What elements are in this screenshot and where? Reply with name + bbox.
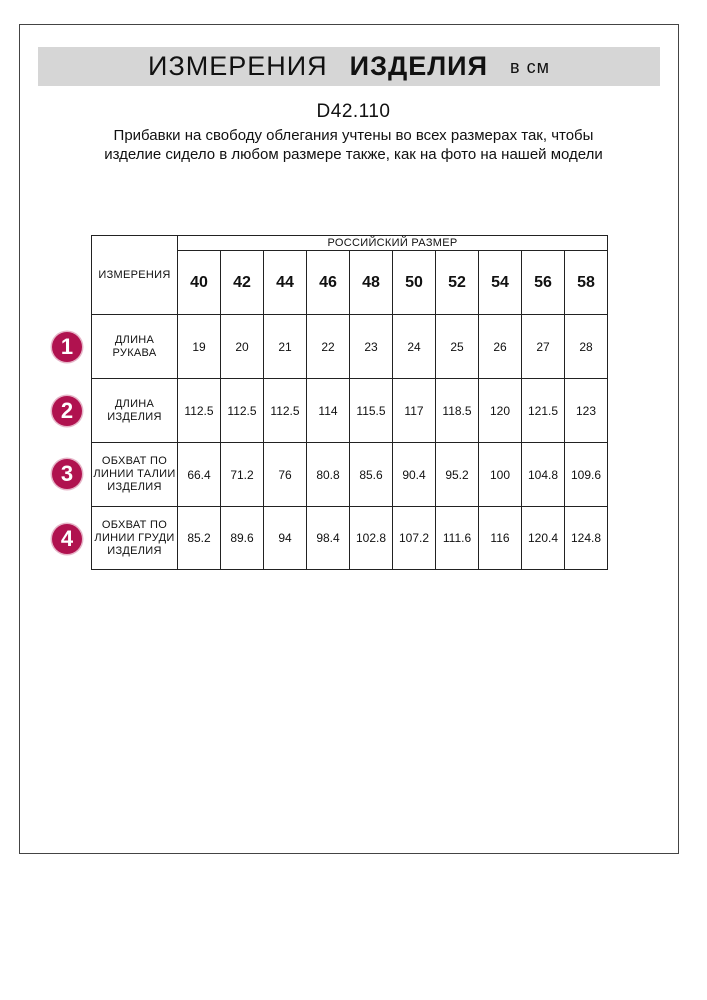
table-cell: 24 bbox=[393, 315, 436, 379]
table-cell: 109.6 bbox=[565, 443, 608, 507]
row-label-chest-girth: ОБХВАТ ПО ЛИНИИ ГРУДИ ИЗДЕЛИЯ bbox=[92, 507, 178, 570]
table-cell: 112.5 bbox=[178, 379, 221, 443]
table-cell: 112.5 bbox=[221, 379, 264, 443]
table-cell: 118.5 bbox=[436, 379, 479, 443]
product-code: D42.110 bbox=[316, 101, 391, 122]
row-number-badge-4: 4 bbox=[52, 524, 82, 554]
title-regular: ИЗМЕРЕНИЯ bbox=[148, 51, 328, 81]
table-cell: 121.5 bbox=[522, 379, 565, 443]
row-number-badge-3: 3 bbox=[52, 459, 82, 489]
size-header: 54 bbox=[479, 251, 522, 315]
table-cell: 124.8 bbox=[565, 507, 608, 570]
row-label-sleeve-length: ДЛИНА РУКАВА bbox=[92, 315, 178, 379]
size-header: 40 bbox=[178, 251, 221, 315]
table-cell: 94 bbox=[264, 507, 307, 570]
table-cell: 21 bbox=[264, 315, 307, 379]
size-header: 50 bbox=[393, 251, 436, 315]
table-cell: 80.8 bbox=[307, 443, 350, 507]
size-header: 58 bbox=[565, 251, 608, 315]
table-cell: 89.6 bbox=[221, 507, 264, 570]
row-label-waist-girth: ОБХВАТ ПО ЛИНИИ ТАЛИИ ИЗДЕЛИЯ bbox=[92, 443, 178, 507]
size-header: 52 bbox=[436, 251, 479, 315]
table-cell: 85.6 bbox=[350, 443, 393, 507]
size-header: 56 bbox=[522, 251, 565, 315]
table-cell: 116 bbox=[479, 507, 522, 570]
size-group-label: РОССИЙСКИЙ РАЗМЕР bbox=[178, 236, 608, 251]
table-cell: 98.4 bbox=[307, 507, 350, 570]
table-cell: 19 bbox=[178, 315, 221, 379]
title-bold: ИЗДЕЛИЯ bbox=[349, 51, 488, 81]
size-header: 44 bbox=[264, 251, 307, 315]
table-cell: 66.4 bbox=[178, 443, 221, 507]
fit-description: Прибавки на свободу облегания учтены во всех размерах так, чтобы изделие сидело в любом размере также, как на фото на нашей модели bbox=[104, 127, 603, 163]
corner-label: ИЗМЕРЕНИЯ bbox=[92, 236, 178, 315]
table-cell: 90.4 bbox=[393, 443, 436, 507]
row-number-badge-1: 1 bbox=[52, 332, 82, 362]
table-cell: 25 bbox=[436, 315, 479, 379]
size-header: 46 bbox=[307, 251, 350, 315]
size-header: 48 bbox=[350, 251, 393, 315]
table-cell: 100 bbox=[479, 443, 522, 507]
table-cell: 123 bbox=[565, 379, 608, 443]
table-cell: 85.2 bbox=[178, 507, 221, 570]
table-cell: 120 bbox=[479, 379, 522, 443]
table-cell: 112.5 bbox=[264, 379, 307, 443]
table-cell: 20 bbox=[221, 315, 264, 379]
table-cell: 23 bbox=[350, 315, 393, 379]
table-cell: 107.2 bbox=[393, 507, 436, 570]
table-row bbox=[92, 443, 608, 507]
table-cell: 102.8 bbox=[350, 507, 393, 570]
table-row bbox=[92, 379, 608, 443]
title-banner bbox=[38, 47, 660, 86]
row-label-garment-length: ДЛИНА ИЗДЕЛИЯ bbox=[92, 379, 178, 443]
row-number-badge-2: 2 bbox=[52, 396, 82, 426]
table-cell: 76 bbox=[264, 443, 307, 507]
table-cell: 95.2 bbox=[436, 443, 479, 507]
table-cell: 120.4 bbox=[522, 507, 565, 570]
title-unit: в см bbox=[510, 57, 550, 77]
table-row bbox=[92, 315, 608, 379]
size-chart-table bbox=[91, 235, 608, 570]
table-cell: 114 bbox=[307, 379, 350, 443]
table-header-group-row bbox=[92, 236, 608, 251]
table-cell: 28 bbox=[565, 315, 608, 379]
table-cell: 71.2 bbox=[221, 443, 264, 507]
table-cell: 111.6 bbox=[436, 507, 479, 570]
table-cell: 27 bbox=[522, 315, 565, 379]
table-cell: 104.8 bbox=[522, 443, 565, 507]
table-cell: 22 bbox=[307, 315, 350, 379]
table-cell: 26 bbox=[479, 315, 522, 379]
table-cell: 117 bbox=[393, 379, 436, 443]
table-row bbox=[92, 507, 608, 570]
size-header: 42 bbox=[221, 251, 264, 315]
table-cell: 115.5 bbox=[350, 379, 393, 443]
